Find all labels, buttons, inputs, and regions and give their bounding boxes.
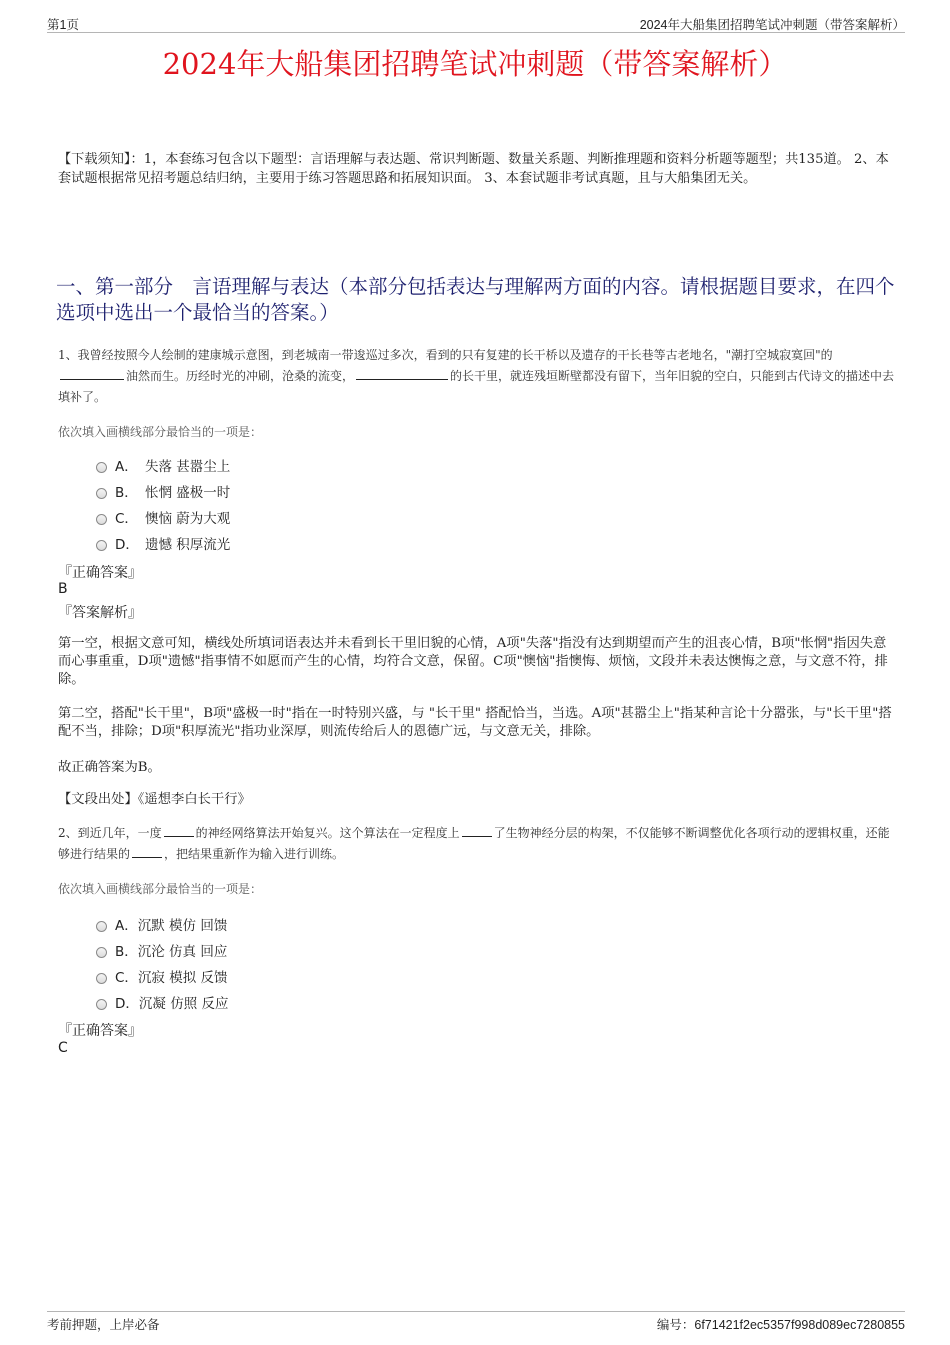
correct-answer-label: 『正确答案』 <box>58 565 142 581</box>
analysis-paragraph-1: 第一空，根据文意可知，横线处所填词语表达并未看到长干里旧貌的心情，A项"失落"指没有达到期望而产生的沮丧心情，B项"怅惘"指因失意而心事重重，D项"遗憾"指事情不如愿而产生的心情，均符合文意，保留。C项"懊恼"指懊悔、烦恼，文段并未表达懊悔之意，与文意不符，排除。 <box>58 636 888 687</box>
question-2-prompt: 依次填入画横线部分最恰当的一项是： <box>58 882 263 896</box>
footer-slogan: 考前押题，上岸必备 <box>47 1318 160 1332</box>
analysis-label: 『答案解析』 <box>58 605 142 621</box>
question-1-prompt: 依次填入画横线部分最恰当的一项是： <box>58 425 263 439</box>
radio-button[interactable] <box>96 462 107 473</box>
option-b[interactable]: B． 怅惘 盛极一时 <box>96 478 230 504</box>
analysis-conclusion: 故正确答案为B。 <box>58 760 161 775</box>
radio-button[interactable] <box>96 947 107 958</box>
blank-2 <box>356 367 448 380</box>
question-1-text: 1、我曾经按照今人绘制的建康城示意图，到老城南一带逡巡过多次，看到的只有复建的长干桥以及遗存的干长巷等古老地名，"潮打空城寂寞回"的油然而生。历经时光的冲刷，沧桑的流变， 的长干里，就连残垣断壁都没有留下，当年旧貌的空白，只能到古代诗文的描述中去填补了。 <box>58 348 895 404</box>
option-d[interactable]: D． 沉凝 仿照 反应 <box>96 989 229 1015</box>
document-serial: 编号：6f71421f2ec5357f998d089ec7280855 <box>656 1318 905 1332</box>
question-2-text: 2、到近几年，一度 的神经网络算法开始复兴。这个算法在一定程度上 了生物神经分层的构架，不仅能够不断调整优化各项行动的逻辑权重，还能够进行结果的 ，把结果重新作为输入进行训练。 <box>58 826 890 861</box>
radio-button[interactable] <box>96 514 107 525</box>
radio-button[interactable] <box>96 921 107 932</box>
page-header <box>47 14 905 33</box>
section-heading: 一、第一部分 言语理解与表达（本部分包括表达与理解两方面的内容。请根据题目要求，在四个选项中选出一个最恰当的答案。） <box>56 275 895 324</box>
document-title: 2024年大船集团招聘笔试冲刺题（带答案解析） <box>162 47 788 81</box>
option-c[interactable]: C． 懊恼 蔚为大观 <box>96 504 230 530</box>
blank-3 <box>132 845 162 858</box>
analysis-paragraph-2: 第二空，搭配"长干里"，B项"盛极一时"指在一时特别兴盛，与 "长干里" 搭配恰当，当选。A项"甚嚣尘上"指某种言论十分嚣张，与"长干里"搭配不当，排除；D项"积厚流光"指功业深厚，则流传给后人的恩德广远，与文意无关，排除。 <box>58 706 892 739</box>
blank-2 <box>462 824 492 837</box>
question-2-options <box>96 911 229 1015</box>
option-a[interactable]: A． 沉默 模仿 回馈 <box>96 911 229 937</box>
download-notice: 【下载须知】：1，本套练习包含以下题型：言语理解与表达题、常识判断题、数量关系题、判断推理题和资料分析题等题型；共135道。 2、本套试题根据常见招考题总结归纳，主要用于练习答题思路和拓展知识面。 3、本套试题非考试真题，且与大船集团无关。 <box>58 152 889 186</box>
blank-1 <box>164 824 194 837</box>
correct-answer: C <box>58 1040 68 1056</box>
question-1-options <box>96 452 230 556</box>
header-doc-title: 2024年大船集团招聘笔试冲刺题（带答案解析） <box>639 18 905 32</box>
passage-source: 【文段出处】《遥想李白长干行》 <box>58 792 251 807</box>
option-c[interactable]: C． 沉寂 模拟 反馈 <box>96 963 229 989</box>
correct-answer: B <box>58 581 68 597</box>
page-number: 第1页 <box>47 18 79 32</box>
correct-answer-label: 『正确答案』 <box>58 1023 142 1039</box>
radio-button[interactable] <box>96 999 107 1010</box>
page-footer <box>47 1311 905 1332</box>
option-b[interactable]: B． 沉沦 仿真 回应 <box>96 937 229 963</box>
blank-1 <box>60 367 124 380</box>
radio-button[interactable] <box>96 973 107 984</box>
option-d[interactable]: D． 遗憾 积厚流光 <box>96 530 230 556</box>
option-a[interactable]: A． 失落 甚嚣尘上 <box>96 452 230 478</box>
radio-button[interactable] <box>96 540 107 551</box>
radio-button[interactable] <box>96 488 107 499</box>
